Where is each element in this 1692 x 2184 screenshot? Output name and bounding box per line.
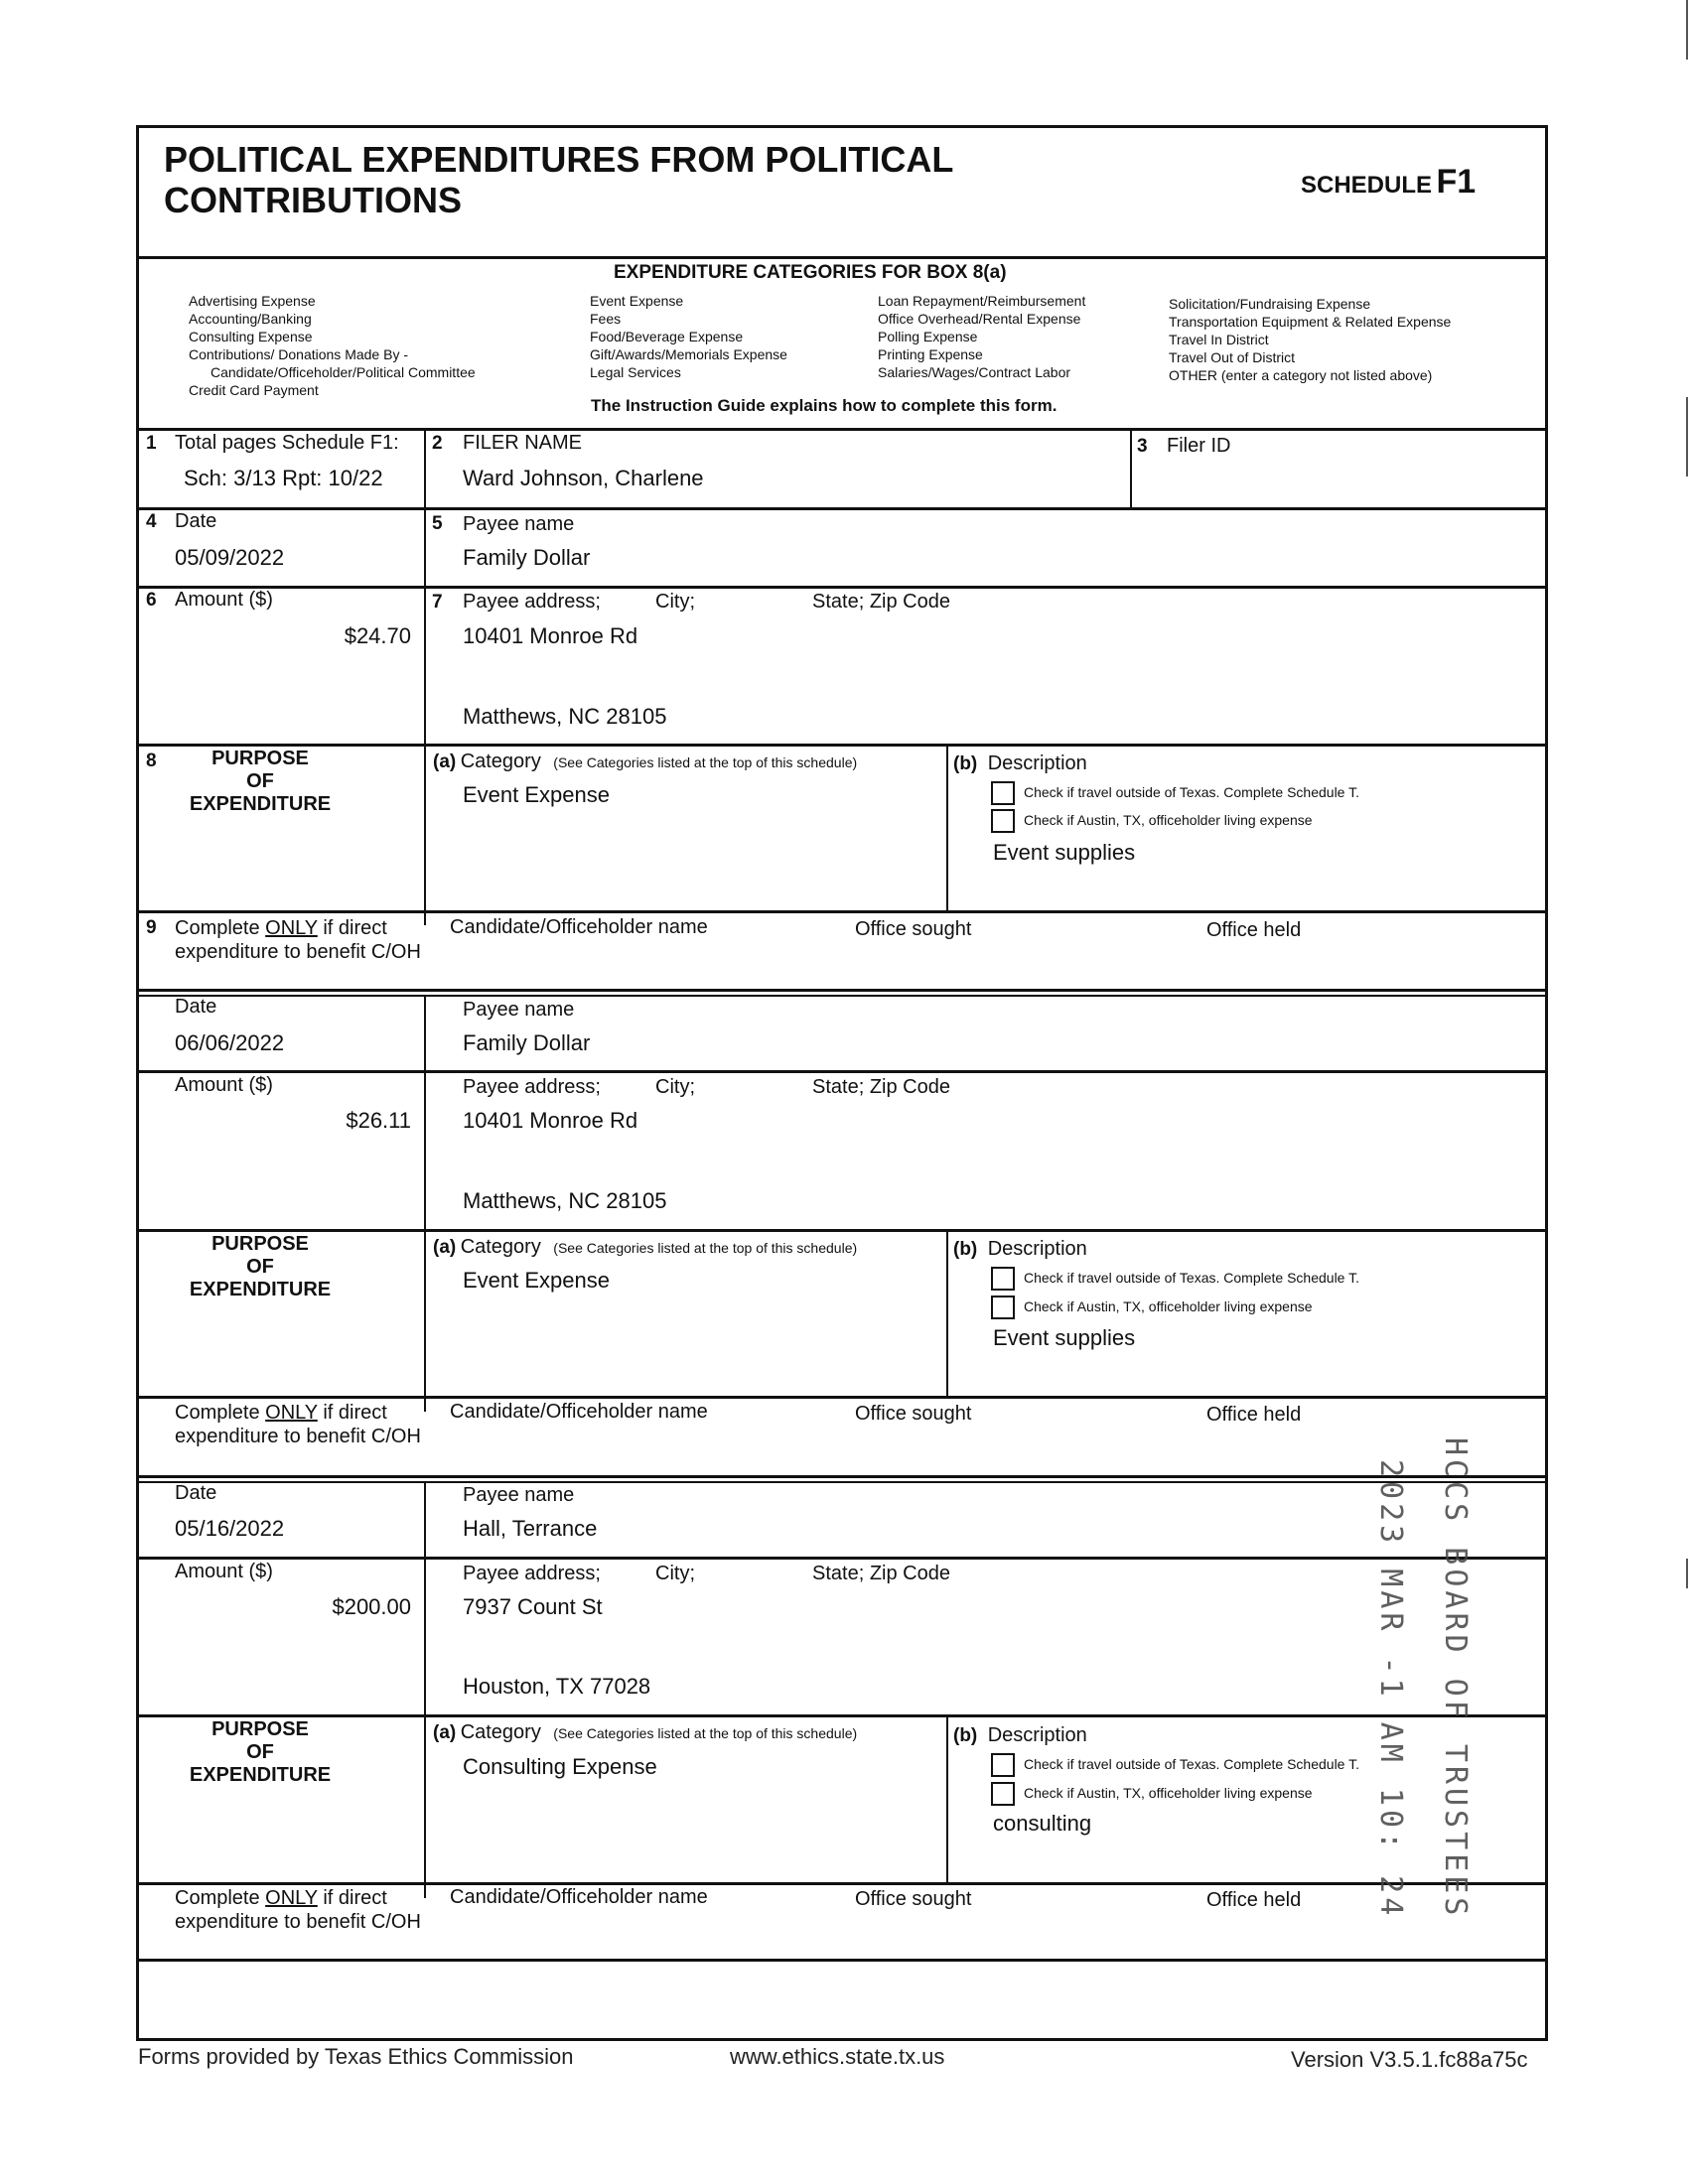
purpose-heading — [151, 1233, 369, 1301]
divider — [136, 995, 1548, 997]
box5-number: 5 — [432, 513, 443, 534]
payee-address-label: Payee address; — [463, 1076, 601, 1098]
note-text: if direct — [317, 1887, 387, 1909]
travel-checkbox[interactable] — [991, 781, 1015, 805]
date-value: 06/06/2022 — [175, 1030, 285, 1055]
category-item: Legal Services — [590, 364, 681, 380]
category-item: Polling Expense — [878, 329, 978, 344]
address-line1: 10401 Monroe Rd — [463, 1108, 638, 1133]
austin-checkbox[interactable] — [991, 809, 1015, 833]
received-stamp-date: 2023 MAR -1 AM 10: 24 — [1373, 1459, 1408, 1920]
description-word: Description — [987, 752, 1087, 774]
divider — [136, 1475, 1548, 1478]
box8-number: 8 — [146, 751, 157, 771]
purpose-heading — [151, 1718, 369, 1787]
category-item: Solicitation/Fundraising Expense — [1169, 296, 1371, 312]
category-letter: (a) — [433, 751, 457, 772]
note-text: Complete — [175, 1402, 266, 1424]
divider — [136, 1557, 1548, 1560]
column-divider — [946, 745, 948, 910]
travel-checkbox[interactable] — [991, 1267, 1015, 1291]
address-line2: Matthews, NC 28105 — [463, 1188, 667, 1213]
footer-version: Version V3.5.1.fc88a75c — [1291, 2047, 1528, 2072]
note-text: expenditure to benefit C/OH — [175, 941, 421, 963]
category-label — [433, 1721, 857, 1744]
box4-number: 4 — [146, 511, 157, 532]
description-word: Description — [987, 1724, 1087, 1746]
divider — [136, 428, 1548, 431]
column-divider — [946, 1715, 948, 1882]
office-sought-label: Office sought — [855, 1888, 972, 1910]
category-item: Advertising Expense — [189, 293, 316, 309]
received-stamp-org: HCCS BOARD OF TRUSTEES — [1438, 1437, 1473, 1920]
office-sought-label: Office sought — [855, 918, 972, 940]
category-value: Event Expense — [463, 782, 610, 807]
amount-label: Amount ($) — [175, 589, 273, 611]
category-item: Loan Repayment/Reimbursement — [878, 293, 1086, 309]
address-line2: Matthews, NC 28105 — [463, 704, 667, 729]
box3-number: 3 — [1137, 436, 1148, 457]
category-item: Contributions/ Donations Made By - — [189, 346, 408, 362]
box6-number: 6 — [146, 590, 157, 611]
purpose-word: EXPENDITURE — [189, 1279, 332, 1300]
form-title-line2: CONTRIBUTIONS — [164, 180, 462, 220]
description-value: Event supplies — [993, 840, 1136, 865]
description-label — [953, 1238, 1087, 1261]
scan-edge-mark — [1686, 0, 1688, 60]
categories-col2 — [590, 292, 787, 381]
description-word: Description — [987, 1238, 1087, 1260]
complete-only-note — [175, 1401, 421, 1448]
candidate-name-label: Candidate/Officeholder name — [450, 1886, 708, 1908]
state-zip-label: State; Zip Code — [812, 591, 950, 613]
amount-value: $200.00 — [332, 1594, 411, 1619]
note-emphasis: ONLY — [265, 1887, 318, 1909]
box1-label: Total pages Schedule F1: — [175, 432, 399, 454]
payee-address-label: Payee address; — [463, 591, 601, 613]
city-label: City; — [655, 1076, 695, 1098]
address-line1: 10401 Monroe Rd — [463, 623, 638, 648]
description-label — [953, 1724, 1087, 1747]
category-item: Fees — [590, 311, 622, 327]
category-item: Transportation Equipment & Related Expense — [1169, 314, 1452, 330]
divider — [136, 1882, 1548, 1885]
divider — [136, 256, 1548, 259]
divider — [136, 1229, 1548, 1232]
date-value: 05/16/2022 — [175, 1516, 285, 1541]
office-held-label: Office held — [1206, 919, 1302, 941]
form-title-line1: POLITICAL EXPENDITURES FROM POLITICAL — [164, 139, 954, 180]
column-divider — [424, 997, 426, 1412]
austin-check-label: Check if Austin, TX, officeholder living expense — [1024, 1785, 1313, 1801]
note-emphasis: ONLY — [265, 1402, 318, 1424]
scan-edge-mark — [1686, 397, 1688, 477]
amount-value: $24.70 — [344, 623, 411, 648]
column-divider — [424, 429, 426, 925]
purpose-word: EXPENDITURE — [189, 1764, 332, 1786]
city-label: City; — [655, 591, 695, 613]
box7-number: 7 — [432, 592, 443, 613]
travel-check-label: Check if travel outside of Texas. Complete Schedule T. — [1024, 1756, 1359, 1772]
description-label — [953, 752, 1087, 775]
instruction-note: The Instruction Guide explains how to complete this form. — [591, 396, 1058, 415]
category-letter: (a) — [433, 1237, 457, 1258]
payee-name-value: Family Dollar — [463, 545, 591, 570]
austin-check-label: Check if Austin, TX, officeholder living expense — [1024, 1298, 1313, 1314]
austin-checkbox[interactable] — [991, 1296, 1015, 1319]
divider — [136, 1481, 1548, 1483]
categories-col4 — [1169, 295, 1451, 384]
form-title — [164, 139, 953, 220]
amount-label: Amount ($) — [175, 1074, 273, 1096]
state-zip-label: State; Zip Code — [812, 1563, 950, 1584]
payee-name-label: Payee name — [463, 1484, 575, 1506]
category-item: Travel In District — [1169, 332, 1269, 347]
payee-address-label: Payee address; — [463, 1563, 601, 1584]
payee-name-label: Payee name — [463, 999, 575, 1021]
filer-name-label: FILER NAME — [463, 432, 583, 454]
note-text: if direct — [317, 1402, 387, 1424]
note-text: expenditure to benefit C/OH — [175, 1911, 421, 1933]
divider — [136, 1070, 1548, 1073]
filer-name-value: Ward Johnson, Charlene — [463, 466, 704, 490]
category-note: (See Categories listed at the top of this schedule) — [553, 1725, 858, 1741]
category-item: Accounting/Banking — [189, 311, 312, 327]
divider — [136, 1714, 1548, 1717]
purpose-word: OF — [246, 1256, 274, 1278]
divider — [136, 744, 1548, 747]
date-label: Date — [175, 510, 217, 532]
purpose-word: PURPOSE — [212, 1718, 309, 1740]
category-item: Printing Expense — [878, 346, 983, 362]
category-note: (See Categories listed at the top of this schedule) — [553, 1240, 858, 1256]
categories-col1 — [189, 292, 476, 399]
date-label: Date — [175, 1482, 217, 1504]
austin-checkbox[interactable] — [991, 1782, 1015, 1806]
category-letter: (a) — [433, 1722, 457, 1743]
divider — [136, 507, 1548, 510]
category-label — [433, 1236, 857, 1259]
description-letter: (b) — [953, 753, 978, 774]
filer-id-label: Filer ID — [1167, 435, 1231, 457]
austin-check-label: Check if Austin, TX, officeholder living expense — [1024, 812, 1313, 828]
category-item: Office Overhead/Rental Expense — [878, 311, 1081, 327]
note-text: Complete — [175, 917, 266, 939]
category-value: Event Expense — [463, 1268, 610, 1293]
note-text: Complete — [175, 1887, 266, 1909]
description-letter: (b) — [953, 1239, 978, 1260]
travel-checkbox[interactable] — [991, 1753, 1015, 1777]
schedule-id — [1301, 163, 1476, 202]
category-item: Consulting Expense — [189, 329, 313, 344]
category-item: Credit Card Payment — [189, 382, 319, 398]
complete-only-note — [175, 916, 421, 964]
purpose-heading — [151, 748, 369, 816]
box1-number: 1 — [146, 433, 157, 454]
scan-edge-mark — [1686, 1559, 1688, 1588]
category-item: Salaries/Wages/Contract Labor — [878, 364, 1071, 380]
purpose-word: PURPOSE — [212, 748, 309, 769]
description-value: consulting — [993, 1811, 1092, 1836]
category-word: Category — [460, 751, 541, 772]
purpose-word: EXPENDITURE — [189, 793, 332, 815]
divider — [136, 989, 1548, 992]
footer-credit: Forms provided by Texas Ethics Commission — [138, 2044, 574, 2069]
category-item: Candidate/Officeholder/Political Committee — [211, 364, 476, 380]
divider — [136, 910, 1548, 913]
travel-check-label: Check if travel outside of Texas. Complete Schedule T. — [1024, 1270, 1359, 1286]
footer-website: www.ethics.state.tx.us — [730, 2044, 945, 2069]
payee-name-value: Hall, Terrance — [463, 1516, 598, 1541]
amount-value: $26.11 — [346, 1108, 411, 1133]
column-divider — [1130, 429, 1132, 507]
address-line2: Houston, TX 77028 — [463, 1674, 651, 1699]
purpose-word: OF — [246, 1741, 274, 1763]
category-item: Gift/Awards/Memorials Expense — [590, 346, 787, 362]
amount-label: Amount ($) — [175, 1561, 273, 1582]
address-line1: 7937 Count St — [463, 1594, 603, 1619]
column-divider — [946, 1230, 948, 1396]
categories-col3 — [878, 292, 1085, 381]
category-value: Consulting Expense — [463, 1754, 657, 1779]
category-word: Category — [460, 1721, 541, 1743]
box9-number: 9 — [146, 917, 157, 938]
category-item: Food/Beverage Expense — [590, 329, 744, 344]
purpose-word: OF — [246, 770, 274, 792]
city-label: City; — [655, 1563, 695, 1584]
complete-only-note — [175, 1886, 421, 1934]
office-held-label: Office held — [1206, 1889, 1302, 1911]
total-pages-value: Sch: 3/13 Rpt: 10/22 — [184, 466, 383, 490]
description-value: Event supplies — [993, 1325, 1136, 1350]
schedule-code: F1 — [1436, 163, 1477, 201]
box2-number: 2 — [432, 433, 443, 454]
divider — [136, 1396, 1548, 1399]
categories-heading: EXPENDITURE CATEGORIES FOR BOX 8(a) — [614, 262, 1007, 283]
purpose-word: PURPOSE — [212, 1233, 309, 1255]
candidate-name-label: Candidate/Officeholder name — [450, 1401, 708, 1423]
category-word: Category — [460, 1236, 541, 1258]
schedule-label: SCHEDULE — [1301, 172, 1433, 199]
payee-name-label: Payee name — [463, 513, 575, 535]
divider — [136, 586, 1548, 589]
office-held-label: Office held — [1206, 1404, 1302, 1426]
column-divider — [424, 1483, 426, 1898]
category-item: Travel Out of District — [1169, 349, 1296, 365]
candidate-name-label: Candidate/Officeholder name — [450, 916, 708, 938]
payee-name-value: Family Dollar — [463, 1030, 591, 1055]
state-zip-label: State; Zip Code — [812, 1076, 950, 1098]
category-item: OTHER (enter a category not listed above) — [1169, 367, 1433, 383]
divider — [136, 1959, 1548, 1962]
note-text: if direct — [317, 917, 387, 939]
category-label — [433, 751, 857, 773]
note-text: expenditure to benefit C/OH — [175, 1426, 421, 1447]
date-value: 05/09/2022 — [175, 545, 285, 570]
office-sought-label: Office sought — [855, 1403, 972, 1425]
description-letter: (b) — [953, 1725, 978, 1746]
date-label: Date — [175, 996, 217, 1018]
travel-check-label: Check if travel outside of Texas. Complete Schedule T. — [1024, 784, 1359, 800]
category-item: Event Expense — [590, 293, 684, 309]
category-note: (See Categories listed at the top of this schedule) — [553, 754, 858, 770]
note-emphasis: ONLY — [265, 917, 318, 939]
